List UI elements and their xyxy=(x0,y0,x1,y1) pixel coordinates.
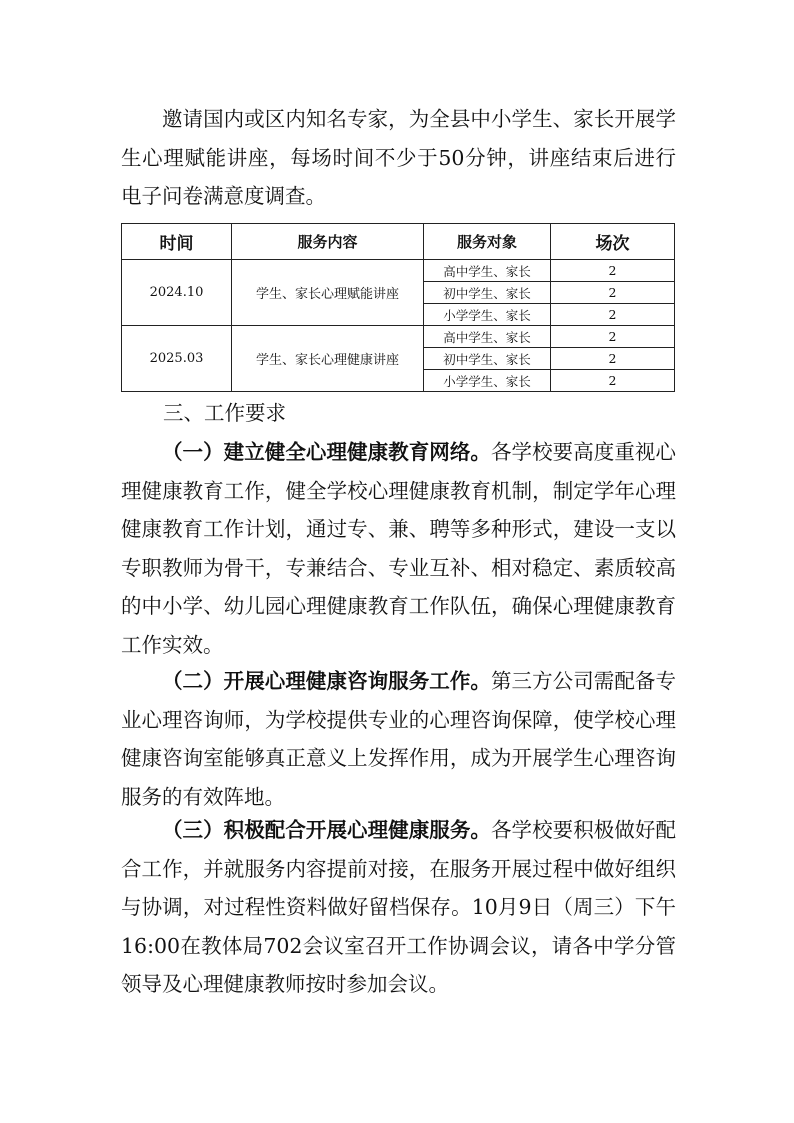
group-2-target-3: 小学学生、家长 xyxy=(424,370,551,392)
group-2-sessions-1: 2 xyxy=(551,326,675,348)
table-header-row xyxy=(122,224,675,260)
group-2-time: 2025.03 xyxy=(122,326,232,392)
requirement-1-title: （一）建立健全心理健康教育网络。 xyxy=(162,440,491,464)
group-1-target-3: 小学学生、家长 xyxy=(424,304,551,326)
header-target: 服务对象 xyxy=(424,224,551,260)
service-schedule-table xyxy=(121,223,675,392)
requirement-3-body: 各学校要积极做好配合工作，并就服务内容提前对接，在服务开展过程中做好组织与协调，对过程性资料做好留档保存。10月9日（周三）下午16:00在教体局702会议室召开工作协调会议，请各中学分管领导及心理健康教师按时参加会议。 xyxy=(121,818,676,996)
requirement-2-title: （二）开展心理健康咨询服务工作。 xyxy=(162,669,491,693)
group-2-sessions-2: 2 xyxy=(551,348,675,370)
header-content: 服务内容 xyxy=(232,224,424,260)
group-1-target-2: 初中学生、家长 xyxy=(424,282,551,304)
intro-text: 邀请国内或区内知名专家，为全县中小学生、家长开展学生心理赋能讲座，每场时间不少于50分钟，讲座结束后进行电子问卷满意度调查。 xyxy=(121,107,676,208)
group-1-target-1: 高中学生、家长 xyxy=(424,260,551,282)
header-time: 时间 xyxy=(122,224,232,260)
table-row xyxy=(122,326,675,348)
intro-paragraph xyxy=(121,100,676,216)
requirement-3-title: （三）积极配合开展心理健康服务。 xyxy=(162,818,491,842)
group-1-sessions-3: 2 xyxy=(551,304,675,326)
requirement-1-body: 各学校要高度重视心理健康教育工作，健全学校心理健康教育机制，制定学年心理健康教育工作计划，通过专、兼、聘等多种形式，建设一支以专职教师为骨干，专兼结合、专业互补、相对稳定、素质较高的中小学、幼儿园心理健康教育工作队伍，确保心理健康教育工作实效。 xyxy=(121,440,676,657)
group-1-sessions-1: 2 xyxy=(551,260,675,282)
requirement-2-paragraph xyxy=(121,662,676,816)
group-2-sessions-3: 2 xyxy=(551,370,675,392)
group-1-content: 学生、家长心理赋能讲座 xyxy=(232,260,424,326)
group-1-time: 2024.10 xyxy=(122,260,232,326)
requirement-3-paragraph xyxy=(121,811,676,1004)
group-2-content: 学生、家长心理健康讲座 xyxy=(232,326,424,392)
requirement-2-body: 第三方公司需配备专业心理咨询师，为学校提供专业的心理咨询保障，使学校心理健康咨询室能够真正意义上发挥作用，成为开展学生心理咨询服务的有效阵地。 xyxy=(121,669,676,809)
section-3-heading: 三、工作要求 xyxy=(163,401,286,425)
group-1-sessions-2: 2 xyxy=(551,282,675,304)
table-row xyxy=(122,260,675,282)
group-2-target-2: 初中学生、家长 xyxy=(424,348,551,370)
header-sessions: 场次 xyxy=(551,224,675,260)
requirement-1-paragraph xyxy=(121,433,676,664)
group-2-target-1: 高中学生、家长 xyxy=(424,326,551,348)
